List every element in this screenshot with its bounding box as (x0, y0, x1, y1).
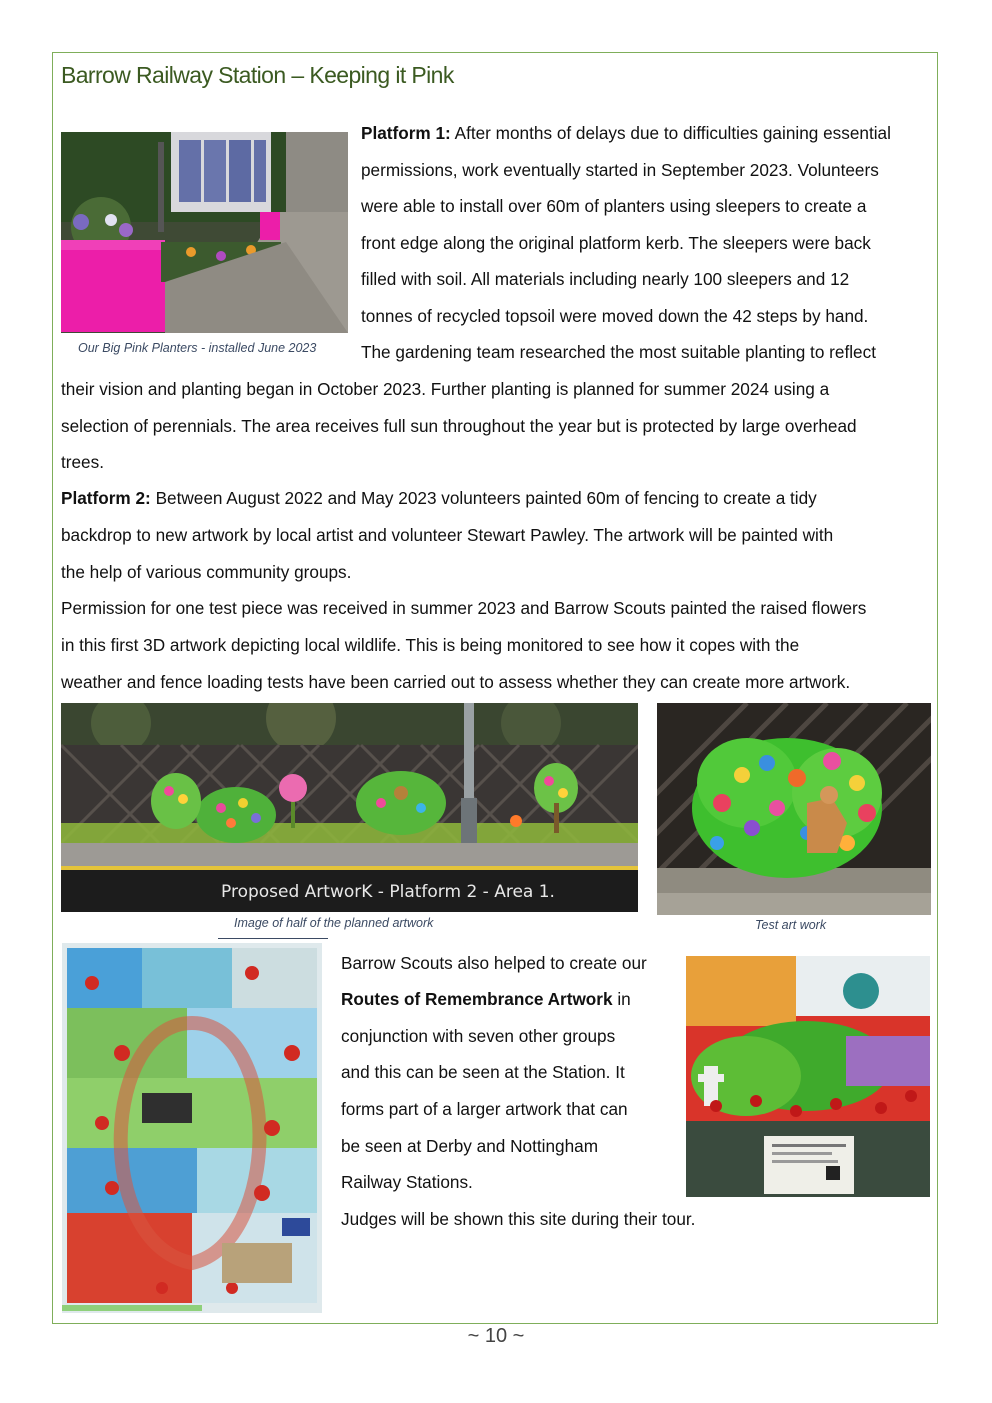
judges-note: Judges will be shown this site during their tour. (341, 1209, 696, 1229)
remembrance-line-4: and this can be seen at the Station. It (341, 1062, 625, 1082)
platform1-line-9: selection of perennials. The area receives full sun throughout the year but is protected by large overhead (61, 416, 857, 436)
platform2-line-1 (61, 480, 817, 517)
platform2-text: Between August 2022 and May 2023 volunteers painted 60m of fencing to create a tidy (155, 488, 817, 508)
remembrance-line-2 (341, 981, 631, 1018)
test-artwork-caption: Test art work (755, 918, 827, 932)
platform1-line-6: tonnes of recycled topsoil were moved down the 42 steps by hand. (361, 306, 869, 326)
remembrance-in: in (612, 989, 631, 1009)
platform1-line-2: permissions, work eventually started in September 2023. Volunteers (361, 160, 879, 180)
platform1-line-10: trees. (61, 452, 104, 472)
artwork-sign-text: Proposed ArtworK - Platform 2 - Area 1. (221, 882, 555, 902)
platform2-line-5: in this first 3D artwork depicting local wildlife. This is being monitored to see how it copes with the (61, 635, 800, 655)
remembrance-collage-photo (62, 943, 322, 1313)
platform2-line-2: backdrop to new artwork by local artist and volunteer Stewart Pawley. The artwork will be painted with (61, 525, 834, 545)
pink-planters-photo (61, 132, 348, 333)
platform2-label: Platform 2: (61, 488, 151, 508)
station-artwork-photo (686, 956, 930, 1197)
platform1-line-7: The gardening team researched the most suitable planting to reflect (361, 342, 876, 362)
platform1-line-5: filled with soil. All materials including nearly 100 sleepers and 12 (361, 269, 850, 289)
remembrance-line-3: conjunction with seven other groups (341, 1026, 616, 1046)
remembrance-line-6: be seen at Derby and Nottingham (341, 1136, 599, 1156)
platform1-line-1 (361, 115, 891, 152)
page-title: Barrow Railway Station – Keeping it Pink (61, 62, 454, 88)
remembrance-line-5: forms part of a larger artwork that can (341, 1099, 628, 1119)
platform1-line-3: were able to install over 60m of planters using sleepers to create a (361, 196, 867, 216)
platform1-line-4: front edge along the original platform kerb. The sleepers were back (361, 233, 871, 253)
remembrance-artwork-title: Routes of Remembrance Artwork (341, 989, 613, 1009)
planned-artwork-caption: Image of half of the planned artwork (234, 916, 434, 930)
planters-caption: Our Big Pink Planters - installed June 2023 (78, 341, 317, 355)
platform2-line-4: Permission for one test piece was received in summer 2023 and Barrow Scouts painted the raised flowers (61, 598, 867, 618)
test-artwork-photo (657, 703, 931, 915)
platform2-line-6: weather and fence loading tests have been carried out to assess whether they can create more artwork. (61, 672, 851, 692)
remembrance-line-1: Barrow Scouts also helped to create our (341, 953, 647, 973)
caption-underline (218, 938, 328, 939)
platform1-text: After months of delays due to difficulties gaining essential (454, 123, 891, 143)
page-number: ~ 10 ~ (467, 1325, 525, 1347)
remembrance-line-7: Railway Stations. (341, 1172, 473, 1192)
planned-artwork-photo (61, 703, 638, 912)
platform1-label: Platform 1: (361, 123, 451, 143)
platform1-line-8: their vision and planting began in October 2023. Further planting is planned for summer 2024 using a (61, 379, 830, 399)
platform2-line-3: the help of various community groups. (61, 562, 352, 582)
